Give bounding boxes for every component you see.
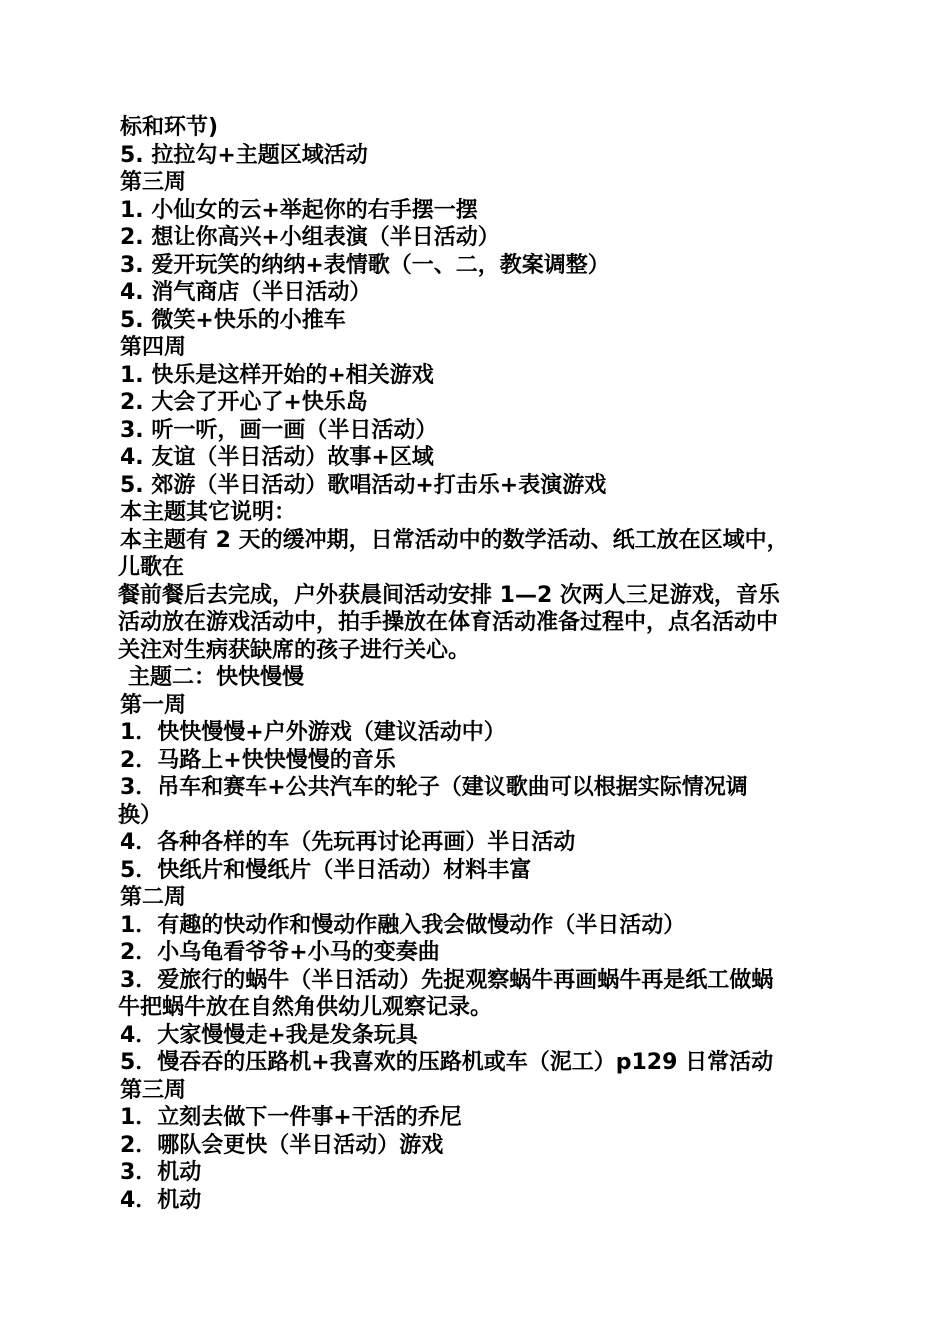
text-line: 2. 想让你高兴+小组表演（半日活动）: [120, 225, 500, 250]
text-line: 5. 郊游（半日活动）歌唱活动+打击乐+表演游戏: [120, 472, 607, 498]
text-line: 主题二：快快慢慢: [128, 665, 305, 690]
text-line: 1．快快慢慢+户外游戏（建议活动中）: [120, 720, 506, 745]
document-body: [118, 114, 848, 1214]
text-line: 1. 快乐是这样开始的+相关游戏: [120, 362, 434, 388]
text-line: 4．机动: [120, 1187, 202, 1213]
text-line: 标和环节): [120, 115, 219, 140]
text-line: 4. 消气商店（半日活动）: [120, 280, 372, 305]
text-line: 2．马路上+快快慢慢的音乐: [120, 747, 396, 773]
text-line: 5．慢吞吞的压路机+我喜欢的压路机或车（泥工）p129 日常活动: [120, 1050, 774, 1075]
text-line: 第四周: [120, 335, 187, 360]
text-line: 牛把蜗牛放在自然角供幼儿观察记录。: [118, 995, 493, 1020]
text-line: 第三周: [120, 170, 187, 195]
text-line: 餐前餐后去完成，户外获晨间活动安排 1—2 次两人三足游戏，音乐: [118, 582, 780, 608]
text-line: 第一周: [120, 692, 187, 718]
text-line: 3．爱旅行的蜗牛（半日活动）先捉观察蜗牛再画蜗牛再是纸工做蜗: [120, 967, 774, 993]
text-line: 活动放在游戏活动中，拍手操放在体育活动准备过程中，点名活动中: [118, 610, 779, 635]
text-line: 第二周: [120, 885, 187, 910]
text-line: 儿歌在: [118, 555, 185, 580]
text-line: 5. 拉拉勾+主题区域活动: [120, 142, 368, 168]
text-line: 2. 大会了开心了+快乐岛: [120, 390, 368, 415]
text-line: 1．立刻去做下一件事+干活的乔尼: [120, 1105, 462, 1130]
text-line: 关注对生病获缺席的孩子进行关心。: [118, 637, 471, 663]
text-line: 4．各种各样的车（先玩再讨论再画）半日活动: [120, 830, 576, 855]
text-line: 换）: [118, 802, 163, 828]
text-line: 3. 爱开玩笑的纳纳+表情歌（一、二，教案调整）: [120, 252, 610, 278]
text-line: 第三周: [120, 1077, 187, 1103]
text-line: 5. 微笑+快乐的小推车: [120, 307, 346, 333]
text-line: 本主题其它说明：: [120, 500, 297, 525]
text-line: 2．哪队会更快（半日活动）游戏: [120, 1132, 444, 1158]
text-line: 3. 听一听，画一画（半日活动）: [120, 417, 438, 443]
text-line: 1．有趣的快动作和慢动作融入我会做慢动作（半日活动）: [120, 912, 686, 938]
text-line: 4. 友谊（半日活动）故事+区域: [120, 445, 434, 470]
text-line: 5．快纸片和慢纸片（半日活动）材料丰富: [120, 857, 532, 883]
text-line: 2．小乌龟看爷爷+小马的变奏曲: [120, 940, 440, 965]
text-line: 3．吊车和赛车+公共汽车的轮子（建议歌曲可以根据实际情况调: [120, 775, 748, 800]
text-line: 4．大家慢慢走+我是发条玩具: [120, 1022, 418, 1048]
text-line: 本主题有 2 天的缓冲期，日常活动中的数学活动、纸工放在区域中，: [120, 527, 789, 553]
text-line: 1. 小仙女的云+举起你的右手摆一摆: [120, 197, 478, 223]
text-line: 3．机动: [120, 1160, 202, 1185]
